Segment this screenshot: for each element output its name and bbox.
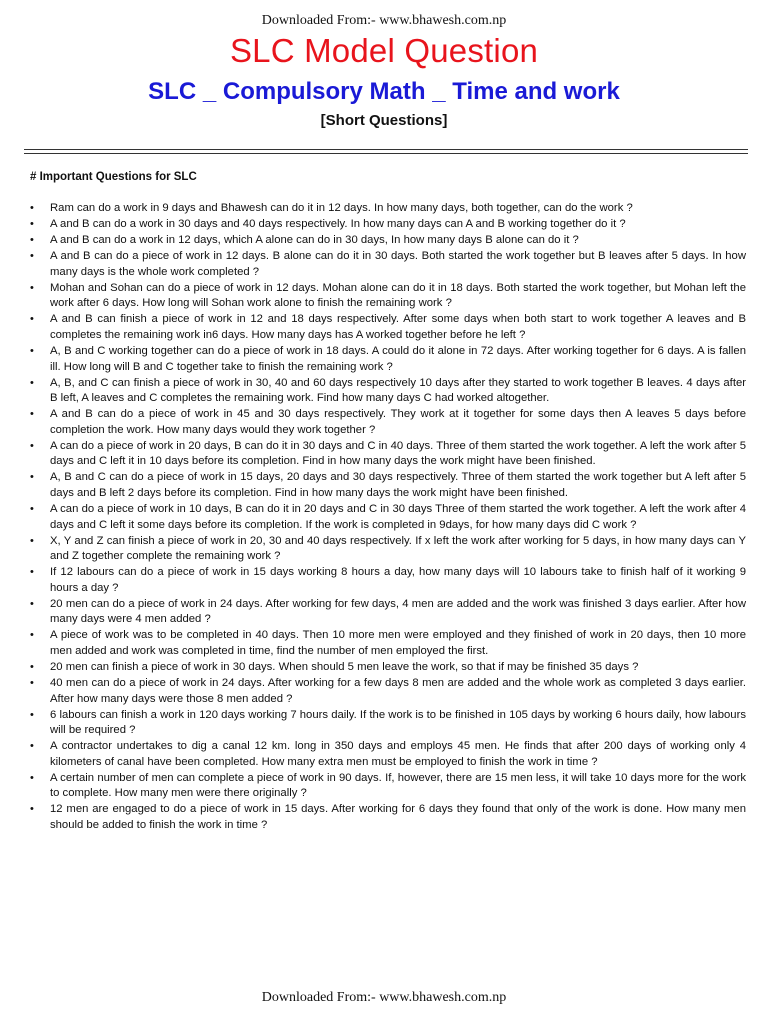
question-text: If 12 labours can do a piece of work in 15 days working 8 hours a day, how many days will 10 labours take to finish half of it working 9 hours a day ? [50, 566, 746, 594]
bullet-icon: • [30, 661, 34, 673]
question-item [26, 502, 746, 533]
question-text: A and B can do a piece of work in 12 days. B alone can do it in 30 days. Both started the work together but B leaves after 5 days. In how many days is the whole work completed ? [50, 250, 746, 278]
bullet-icon: • [30, 503, 34, 516]
question-text: X, Y and Z can finish a piece of work in 20, 30 and 40 days respectively. If x left the work after working for 5 days, in how many days can Y and Z together complete the remaining work ? [50, 534, 746, 563]
question-text: 12 men are engaged to do a piece of work in 15 days. After working for 6 days they found that only of the work is done. How many men should be added to finish the work in time ? [50, 803, 746, 831]
section-label: [Short Questions] [320, 112, 448, 129]
bullet-icon: • [30, 629, 34, 642]
question-text: 6 labours can finish a work in 120 days working 7 hours daily. If the work is to be finished in 105 days by working 6 hours daily, how labours will be required ? [50, 708, 746, 737]
bullet-icon: • [30, 740, 34, 753]
bullet-icon: • [30, 408, 34, 421]
question-text: A, B, and C can finish a piece of work in 30, 40 and 60 days respectively 10 days after they started to work together B leaves. 4 days after B left, A leaves and C completes the remaining work. Find how many days C had worked altogether. [50, 376, 746, 405]
question-item [26, 565, 746, 596]
question-item [26, 407, 746, 438]
question-text: A piece of work was to be completed in 40 days. Then 10 more men were employed and they finished of work in 20 days, then 10 more men added and work was completed in time, find the number of men employed the first. [50, 629, 746, 657]
bullet-icon: • [30, 439, 34, 452]
question-item [26, 249, 746, 280]
question-item [26, 470, 746, 501]
page-title: SLC Model Question [229, 32, 539, 69]
question-text: A can do a piece of work in 20 days, B can do it in 30 days and C in 40 days. Three of them started the work together. A left the work after 5 days and C left it in 10 days before its completion. Find in how many days the work might have been finished. [50, 439, 746, 468]
header-source-link: Downloaded From:- www.bhawesh.com.np [261, 13, 507, 28]
question-item [26, 534, 746, 565]
question-text: 20 men can finish a piece of work in 30 days. When should 5 men leave the work, so that if may be finished 35 days ? [50, 661, 639, 673]
bullet-icon: • [30, 250, 34, 263]
question-item [26, 312, 746, 343]
bullet-icon: • [30, 708, 34, 721]
question-item [26, 708, 746, 739]
bullet-icon: • [30, 202, 34, 214]
question-item [26, 597, 746, 628]
bullet-icon: • [30, 234, 34, 247]
question-item [26, 676, 746, 707]
footer-source-link: Downloaded From:- www.bhawesh.com.np [261, 990, 507, 1005]
question-list [26, 201, 746, 834]
question-text: A and B can do a work in 30 days and 40 days respectively. In how many days can A and B working together do it ? [50, 218, 626, 231]
question-item [26, 660, 746, 676]
question-item [26, 344, 746, 375]
question-item [26, 281, 746, 312]
question-item [26, 233, 746, 249]
question-text: Mohan and Sohan can do a piece of work in 12 days. Mohan alone can do it in 18 days. Both started the work together, but Mohan left the work after 6 days. How long will Sohan work alone to finish the remaining work ? [50, 281, 746, 310]
bullet-icon: • [30, 534, 34, 547]
bullet-icon: • [30, 677, 34, 690]
question-text: 20 men can do a piece of work in 24 days. After working for few days, 4 men are added and the work was finished 3 days earlier. After how many days were 4 men added ? [50, 597, 746, 626]
question-text: A can do a piece of work in 10 days, B can do it in 20 days and C in 30 days Three of them started the work together. A left the work after 4 days and C left it some days before its completion. If the work is completed in 9days, for how many days did C work ? [50, 503, 746, 531]
bullet-icon: • [30, 771, 34, 784]
bullet-icon: • [30, 803, 34, 816]
page-subtitle: SLC _ Compulsory Math _ Time and work [148, 78, 620, 105]
bullet-icon: • [30, 281, 34, 294]
question-text: A and B can finish a piece of work in 12 and 18 days respectively. After some days when both start to work together A leaves and B completes the remaining work in6 days. How many days has A worked together before he left ? [50, 313, 746, 341]
question-item [26, 439, 746, 470]
question-item [26, 201, 746, 217]
question-item [26, 628, 746, 659]
question-item [26, 771, 746, 802]
bullet-icon: • [30, 345, 34, 358]
bullet-icon: • [30, 471, 34, 484]
intro-heading: # Important Questions for SLC [30, 171, 197, 183]
question-item [26, 217, 746, 233]
bullet-icon: • [30, 597, 34, 610]
bullet-icon: • [30, 376, 34, 389]
bullet-icon: • [30, 566, 34, 579]
question-text: A and B can do a work in 12 days, which A alone can do in 30 days, In how many days B alone can do it ? [50, 234, 579, 247]
question-text: A and B can do a piece of work in 45 and 30 days respectively. They work at it together for some days then A leaves 5 days before completion the work. How many days would they work together ? [50, 408, 746, 436]
question-text: Ram can do a work in 9 days and Bhawesh can do it in 12 days. In how many days, both together, can do the work ? [50, 202, 633, 214]
question-item [26, 802, 746, 833]
question-text: A, B and C working together can do a piece of work in 18 days. A could do it alone in 72 days. After working together for 6 days. A is fallen ill. How long will B and C together take to finish the remaining work ? [50, 345, 746, 373]
question-item [26, 376, 746, 407]
question-text: A, B and C can do a piece of work in 15 days, 20 days and 30 days respectively. Three of them started the work together but A left after 5 days and B left 2 days before its completion. Find in how many days the work might have been finished. [50, 471, 746, 499]
question-text: A certain number of men can complete a piece of work in 90 days. If, however, there are 15 men less, it will take 10 days more for the work to complete. How many men were there originally ? [50, 771, 746, 800]
question-item [26, 739, 746, 770]
divider-line [24, 149, 748, 150]
question-text: 40 men can do a piece of work in 24 days. After working for a few days 8 men are added and the whole work as completed 3 days earlier. After how many days were those 8 men added ? [50, 677, 746, 705]
bullet-icon: • [30, 313, 34, 326]
question-text: A contractor undertakes to dig a canal 12 km. long in 350 days and employs 45 men. He finds that after 200 days of working only 4 kilometers of canal have been completed. How many extra men must be employed to finish the work in time ? [50, 740, 746, 768]
divider-line [24, 153, 748, 154]
bullet-icon: • [30, 218, 34, 231]
